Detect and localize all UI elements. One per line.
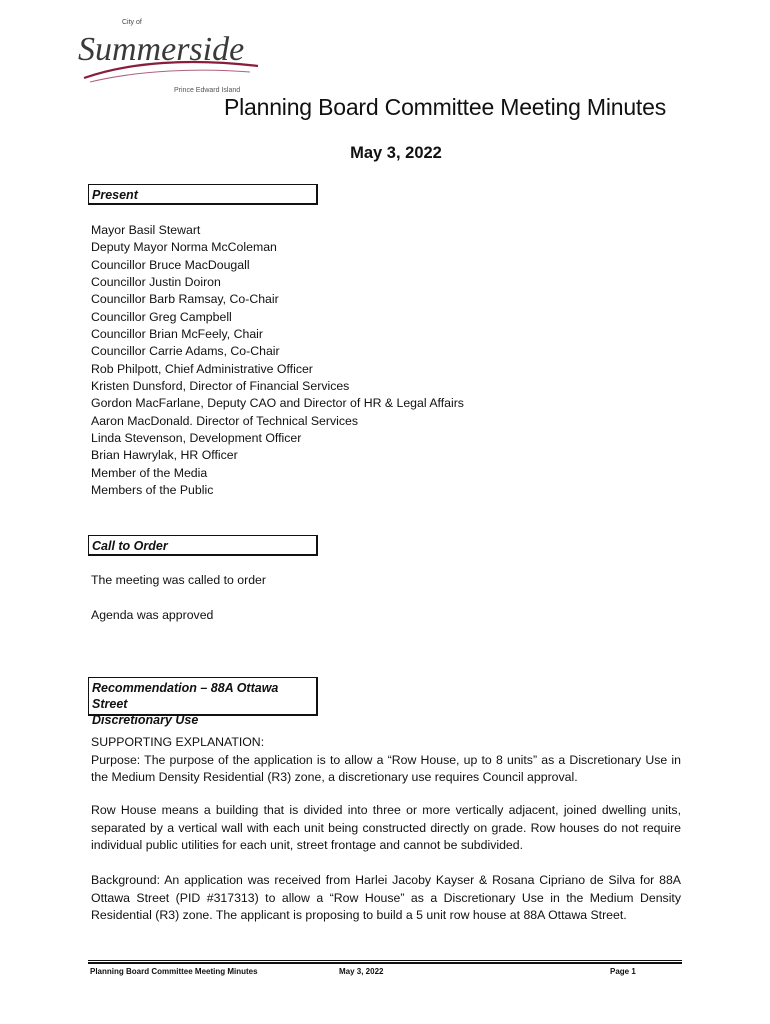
attendee: Members of the Public: [91, 483, 214, 498]
footer-rule: [88, 960, 682, 964]
logo-name: Summerside: [78, 31, 245, 68]
attendee: Councillor Greg Campbell: [91, 309, 232, 324]
call-to-order-heading: Call to Order: [88, 535, 318, 556]
footer-page-number: Page 1: [610, 967, 636, 976]
attendee: Linda Stevenson, Development Officer: [91, 431, 302, 446]
logo-small-text: City of: [122, 19, 142, 26]
meeting-date: May 3, 2022: [350, 144, 442, 162]
purpose-text: Purpose: The purpose of the application is to allow a “Row House, up to 8 units” as a Discretionary Use in the Medium Density Residential (R3) zone, a discretionary use requires Council approval.: [91, 752, 681, 784]
agenda-approved-text: Agenda was approved: [91, 608, 214, 622]
attendee: Gordon MacFarlane, Deputy CAO and Director of HR & Legal Affairs: [91, 396, 464, 411]
recommendation-heading: [88, 677, 318, 727]
attendee: Brian Hawrylak, HR Officer: [91, 448, 238, 463]
recommendation-heading-line2: Discretionary Use: [92, 713, 199, 727]
logo-subtitle: Prince Edward Island: [174, 87, 241, 94]
attendee: Kristen Dunsford, Director of Financial Services: [91, 379, 350, 394]
attendee: Councillor Carrie Adams, Co-Chair: [91, 344, 280, 359]
footer-date: May 3, 2022: [339, 967, 384, 976]
attendee: Councillor Brian McFeely, Chair: [91, 327, 263, 342]
called-to-order-text: The meeting was called to order: [91, 573, 266, 587]
supporting-label: SUPPORTING EXPLANATION:: [91, 735, 265, 749]
attendee: Deputy Mayor Norma McColeman: [91, 240, 277, 255]
logo-swoosh-thin: [90, 70, 250, 82]
recommendation-heading-line1: Recommendation – 88A Ottawa Street: [92, 681, 279, 711]
attendee: Rob Philpott, Chief Administrative Officer: [91, 361, 313, 376]
attendee: Councillor Barb Ramsay, Co-Chair: [91, 292, 279, 307]
attendee-list: [91, 222, 464, 500]
document-title: Planning Board Committee Meeting Minutes: [223, 94, 666, 120]
attendee: Member of the Media: [91, 465, 208, 480]
attendee: Councillor Bruce MacDougall: [91, 257, 250, 272]
supporting-explanation: [91, 734, 681, 787]
background-text: Background: An application was received from Harlei Jacoby Kayser & Rosana Cipriano de Silva for 88A Ottawa Street (PID #317313) to allow a “Row House” as a Discretionary Use in the Medium Density Residential (R3) zone. The applicant is proposing to build a 5 unit row house at 88A Ottawa Street.: [91, 873, 681, 922]
present-heading: Present: [88, 184, 318, 205]
city-logo: [70, 14, 270, 96]
attendee: Mayor Basil Stewart: [91, 223, 201, 237]
footer-title: Planning Board Committee Meeting Minutes: [90, 967, 258, 976]
row-house-definition: Row House means a building that is divided into three or more vertically adjacent, joined dwelling units, separated by a vertical wall with each unit being constructed directly on grade. Row houses do not require individual public utilities for each unit, street frontage and cannot be subdivided.: [91, 803, 681, 852]
attendee: Councillor Justin Doiron: [91, 275, 221, 290]
attendee: Aaron MacDonald. Director of Technical Services: [91, 413, 359, 428]
